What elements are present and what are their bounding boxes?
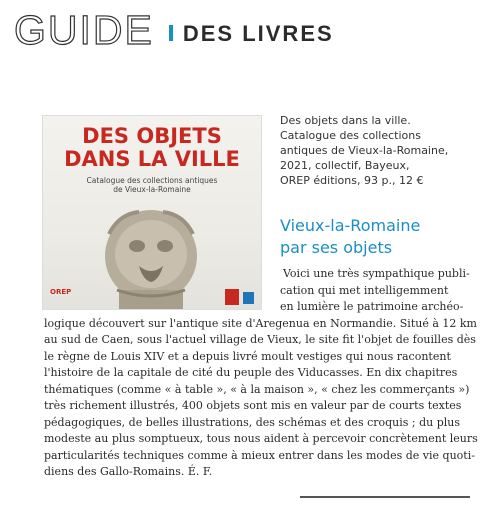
article-body-line: diens des Gallo-Romains. É. F. <box>44 465 213 478</box>
cover-title <box>43 125 261 171</box>
cover-title-line: DES OBJETS <box>82 124 222 148</box>
guide-title: GUIDE <box>14 6 154 53</box>
section-title: DES LIVRES <box>182 21 334 46</box>
book-metadata-line: Des objets dans la ville. <box>280 114 411 127</box>
cover-subtitle-line: de Vieux-la-Romaine <box>113 185 191 194</box>
article-title-line: Vieux-la-Romaine <box>280 216 421 235</box>
article-body-line: en lumière le patrimoine archéo- <box>280 300 464 313</box>
article-body-line: le règne de Louis XIV et a depuis livré moult vestiges qui nous racontent <box>44 349 451 363</box>
cover-title-line: DANS LA VILLE <box>64 147 240 171</box>
cover-subtitle-line: Catalogue des collections antiques <box>86 176 218 185</box>
article-title-line: par ses objets <box>280 238 393 257</box>
book-cover <box>42 115 262 310</box>
header-separator-bar <box>169 25 173 41</box>
article-body-line: au sud de Caen, sous l'actuel village de Vieux, le site fit l'objet de fouilles dès <box>44 333 476 346</box>
book-metadata-line: antiques de Vieux-la-Romaine, <box>280 144 449 157</box>
article-body-line: pédagogiques, de belles illustrations, des schémas et des croquis ; du plus <box>44 415 461 429</box>
stone-lion-statue-image <box>79 194 229 310</box>
book-metadata <box>280 113 470 188</box>
article-body-line: particularités techniques comme à mieux entrer dans les modes de vie quoti- <box>44 448 475 462</box>
article-title <box>280 215 480 259</box>
article-body-line: l'histoire de la capitale de cité du peuple des Viducasses. En dix chapitres <box>44 366 458 379</box>
book-metadata-line: Catalogue des collections <box>280 129 421 142</box>
partner-logo-blue <box>243 292 254 304</box>
article-body-line: thématiques (comme « à table », « à la maison », « chez les commerçants ») <box>44 382 470 396</box>
article-body-line: cation qui met intelligemment <box>280 283 449 297</box>
page-header <box>14 8 334 52</box>
article-body-line: très richement illustrés, 400 objets sont mis en valeur par de courts textes <box>44 399 462 412</box>
cover-subtitle <box>43 176 261 194</box>
book-metadata-line: OREP éditions, 93 p., 12 € <box>280 174 424 187</box>
article-body-line: logique découvert sur l'antique site d'Aregenua en Normandie. Situé à 12 km <box>44 316 477 330</box>
article-body-line: modeste au plus somptueux, tous nous aident à percevoir concrètement leurs <box>44 432 478 445</box>
divider-line <box>300 496 470 498</box>
partner-logo-red <box>225 289 239 305</box>
publisher-logo: OREP <box>50 288 72 296</box>
book-metadata-line: 2021, collectif, Bayeux, <box>280 159 410 172</box>
article-body-line: Voici une très sympathique publi- <box>283 267 470 280</box>
